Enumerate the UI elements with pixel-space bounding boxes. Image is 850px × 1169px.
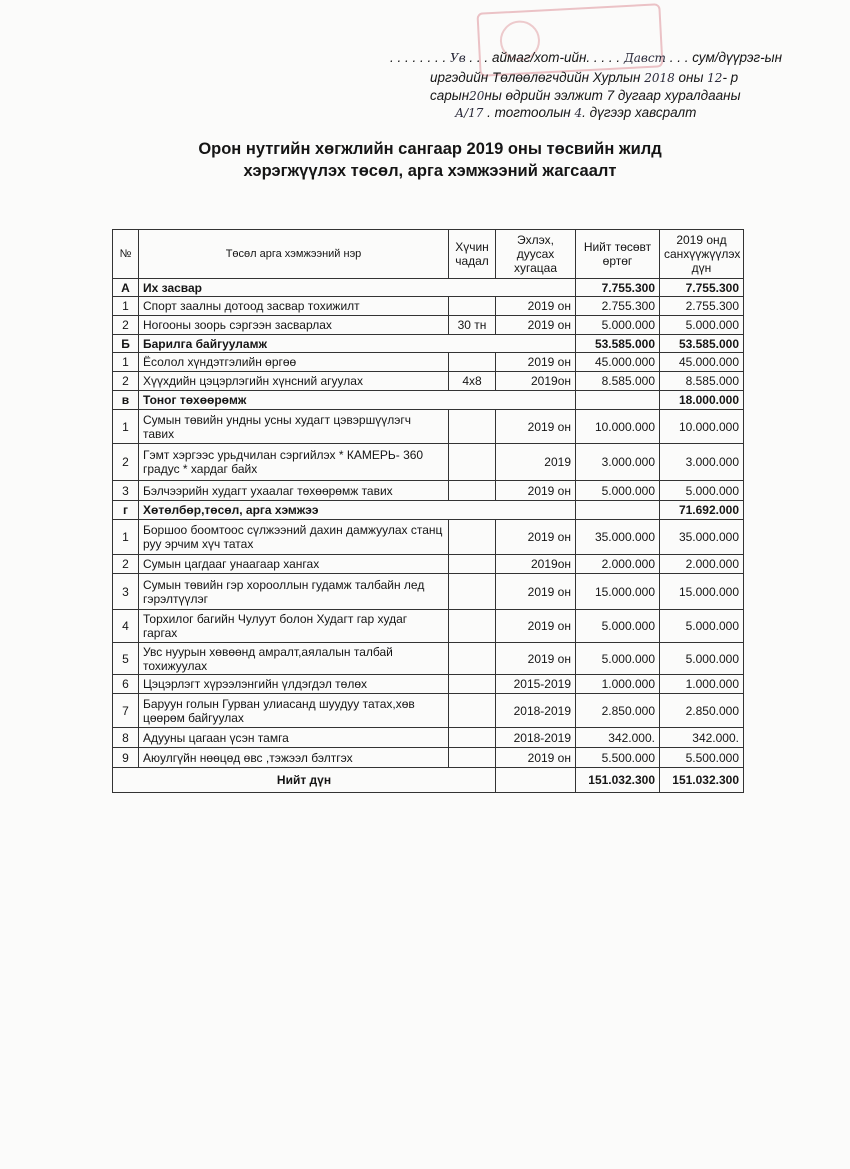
page-title-line-2: хэрэгжүүлэх төсөл, арга хэмжээний жагсаалт <box>243 162 617 180</box>
table-row <box>113 574 744 610</box>
row-funding: 1.000.000 <box>660 675 744 694</box>
row-funding: 5.000.000 <box>660 481 744 501</box>
total-label: Нийт дүн <box>113 768 496 793</box>
row-capacity <box>449 353 496 372</box>
row-period: 2019 он <box>496 481 576 501</box>
section-title: Тоног төхөөрөмж <box>139 391 576 410</box>
row-cost: 5.000.000 <box>576 643 660 675</box>
section-title: Их засвар <box>139 279 576 297</box>
header-line4-text1: тогтоолын <box>494 105 571 120</box>
row-capacity <box>449 297 496 316</box>
row-project-name: Спорт заалны дотоод засвар тохижилт <box>139 297 449 316</box>
header-funding: 2019 онд санхүүжүүлэх дүн <box>660 230 744 279</box>
section-code: г <box>113 501 139 520</box>
row-capacity <box>449 444 496 481</box>
section-row <box>113 391 744 410</box>
row-period: 2018-2019 <box>496 728 576 748</box>
table-row <box>113 410 744 444</box>
row-project-name: Боршоо боомтоос сүлжээний дахин дамжуулах станц руу эрчим хүч татах <box>139 520 449 555</box>
row-period: 2019 он <box>496 520 576 555</box>
header-line-1: . . . . . . . . Ув . . . аймаг/хот-ийн. . . . . Давст . . . сум/дүүрэг-ын <box>390 50 783 65</box>
row-project-name: Увс нуурын хөвөөнд амралт,аялалын талбай тохижуулах <box>139 643 449 675</box>
row-capacity <box>449 610 496 643</box>
section-cost <box>576 391 660 410</box>
row-capacity <box>449 728 496 748</box>
row-cost: 15.000.000 <box>576 574 660 610</box>
aimag-text: аймаг/хот-ийн <box>491 50 587 65</box>
header-line-3 <box>430 88 741 103</box>
table-body <box>113 279 744 793</box>
row-period: 2019 он <box>496 574 576 610</box>
header-line2-text3: - р <box>722 70 739 85</box>
row-period: 2018-2019 <box>496 694 576 728</box>
row-number: 1 <box>113 297 139 316</box>
table-row <box>113 748 744 768</box>
table-row <box>113 353 744 372</box>
row-project-name: Ногооны зоорь сэргээн засварлах <box>139 316 449 335</box>
row-number: 3 <box>113 481 139 501</box>
section-row <box>113 335 744 353</box>
row-project-name: Сумын төвийн гэр хорооллын гудамж талбайн лед гэрэлтүүлэг <box>139 574 449 610</box>
row-number: 4 <box>113 610 139 643</box>
row-project-name: Гэмт хэргээс урьдчилан сэргийлэх * КАМЕРЬ- 360 градус * хардаг байх <box>139 444 449 481</box>
row-capacity <box>449 520 496 555</box>
row-cost: 10.000.000 <box>576 410 660 444</box>
row-period: 2015-2019 <box>496 675 576 694</box>
row-capacity <box>449 410 496 444</box>
hw-day: 20 <box>469 89 485 103</box>
row-number: 6 <box>113 675 139 694</box>
total-row <box>113 768 744 793</box>
row-period: 2019 он <box>496 643 576 675</box>
row-capacity <box>449 555 496 574</box>
hw-sum: Давст <box>623 51 666 65</box>
row-number: 2 <box>113 372 139 391</box>
table-row <box>113 444 744 481</box>
row-period: 2019он <box>496 372 576 391</box>
table-row <box>113 643 744 675</box>
row-cost: 3.000.000 <box>576 444 660 481</box>
header-capacity: Хүчин чадал <box>449 230 496 279</box>
row-project-name: Сумын цагдааг унаагаар хангах <box>139 555 449 574</box>
section-cost <box>576 501 660 520</box>
total-period <box>496 768 576 793</box>
section-code: Б <box>113 335 139 353</box>
header-line2-text2: оны <box>678 70 704 85</box>
row-capacity <box>449 574 496 610</box>
header-line-2 <box>430 70 738 85</box>
hw-resolution: А/17 <box>455 106 484 120</box>
table-row <box>113 316 744 335</box>
row-funding: 45.000.000 <box>660 353 744 372</box>
hw-aimag: Ув <box>450 51 466 65</box>
row-period: 2019 он <box>496 748 576 768</box>
section-title: Барилга байгууламж <box>139 335 576 353</box>
section-funding: 53.585.000 <box>660 335 744 353</box>
section-funding: 7.755.300 <box>660 279 744 297</box>
row-capacity <box>449 643 496 675</box>
sum-text: сум/дүүрэг-ын <box>692 50 783 65</box>
row-period: 2019 он <box>496 410 576 444</box>
row-funding: 2.850.000 <box>660 694 744 728</box>
row-number: 9 <box>113 748 139 768</box>
total-funding: 151.032.300 <box>660 768 744 793</box>
row-cost: 2.850.000 <box>576 694 660 728</box>
row-cost: 2.755.300 <box>576 297 660 316</box>
header-period: Эхлэх, дуусах хугацаа <box>496 230 576 279</box>
row-funding: 342.000. <box>660 728 744 748</box>
table-row <box>113 297 744 316</box>
row-cost: 35.000.000 <box>576 520 660 555</box>
row-number: 3 <box>113 574 139 610</box>
row-funding: 35.000.000 <box>660 520 744 555</box>
table-row <box>113 610 744 643</box>
row-period: 2019он <box>496 555 576 574</box>
section-code: в <box>113 391 139 410</box>
row-funding: 10.000.000 <box>660 410 744 444</box>
row-capacity <box>449 694 496 728</box>
row-cost: 1.000.000 <box>576 675 660 694</box>
page-title-line-1: Орон нутгийн хөгжлийн сангаар 2019 оны төсвийн жилд <box>198 140 662 158</box>
table-row <box>113 694 744 728</box>
total-cost: 151.032.300 <box>576 768 660 793</box>
section-row <box>113 501 744 520</box>
row-capacity <box>449 675 496 694</box>
row-cost: 5.500.000 <box>576 748 660 768</box>
header-cost: Нийт төсөвт өртөг <box>576 230 660 279</box>
table-header-row <box>113 230 744 279</box>
row-period: 2019 <box>496 444 576 481</box>
row-funding: 8.585.000 <box>660 372 744 391</box>
row-project-name: Адууны цагаан үсэн тамга <box>139 728 449 748</box>
row-funding: 15.000.000 <box>660 574 744 610</box>
row-cost: 5.000.000 <box>576 610 660 643</box>
row-funding: 5.000.000 <box>660 643 744 675</box>
row-number: 7 <box>113 694 139 728</box>
section-cost: 53.585.000 <box>576 335 660 353</box>
row-funding: 5.000.000 <box>660 316 744 335</box>
table-row <box>113 481 744 501</box>
row-cost: 2.000.000 <box>576 555 660 574</box>
table-row <box>113 728 744 748</box>
row-number: 2 <box>113 316 139 335</box>
row-funding: 5.500.000 <box>660 748 744 768</box>
row-number: 2 <box>113 555 139 574</box>
row-period: 2019 он <box>496 610 576 643</box>
row-number: 2 <box>113 444 139 481</box>
row-cost: 45.000.000 <box>576 353 660 372</box>
row-number: 1 <box>113 410 139 444</box>
official-stamp <box>476 3 663 77</box>
row-project-name: Бэлчээрийн худагт ухаалаг төхөөрөмж тавих <box>139 481 449 501</box>
section-title: Хөтөлбөр,төсөл, арга хэмжээ <box>139 501 576 520</box>
header-line3-text1: сарын <box>430 88 470 103</box>
row-capacity <box>449 481 496 501</box>
table-row <box>113 555 744 574</box>
row-number: 1 <box>113 520 139 555</box>
table-row <box>113 520 744 555</box>
row-capacity <box>449 748 496 768</box>
row-project-name: Сумын төвийн ундны усны худагт цэвэршүүлэгч тавих <box>139 410 449 444</box>
row-number: 8 <box>113 728 139 748</box>
row-funding: 3.000.000 <box>660 444 744 481</box>
row-project-name: Хүүхдийн цэцэрлэгийн хүнсний агуулах <box>139 372 449 391</box>
table-row <box>113 372 744 391</box>
header-line-4: А/17 . тогтоолын 4. дүгээр хавсралт <box>455 105 697 120</box>
section-row <box>113 279 744 297</box>
section-cost: 7.755.300 <box>576 279 660 297</box>
row-project-name: Цэцэрлэгт хүрээлэнгийн үлдэгдэл төлөх <box>139 675 449 694</box>
table-row <box>113 675 744 694</box>
row-capacity: 4х8 <box>449 372 496 391</box>
row-funding: 2.755.300 <box>660 297 744 316</box>
row-project-name: Баруун голын Гурван улиасанд шуудуу татах,хөв цөөрөм байгуулах <box>139 694 449 728</box>
header-line4-text2: дүгээр хавсралт <box>589 105 697 120</box>
hw-year: 2018 <box>644 71 675 85</box>
row-funding: 5.000.000 <box>660 610 744 643</box>
row-cost: 5.000.000 <box>576 481 660 501</box>
header-name: Төсөл арга хэмжээний нэр <box>139 230 449 279</box>
projects-table <box>112 229 744 793</box>
header-line3-text2: ны өдрийн ээлжит 7 дугаар хуралдааны <box>484 88 741 103</box>
row-cost: 8.585.000 <box>576 372 660 391</box>
section-funding: 71.692.000 <box>660 501 744 520</box>
header-line2-text1: иргэдийн Төлөөлөгчдийн Хурлын <box>430 70 641 85</box>
header-no: № <box>113 230 139 279</box>
hw-annex: 4 <box>574 106 583 120</box>
row-number: 5 <box>113 643 139 675</box>
row-funding: 2.000.000 <box>660 555 744 574</box>
hw-month: 12 <box>707 71 723 85</box>
row-period: 2019 он <box>496 353 576 372</box>
row-cost: 342.000. <box>576 728 660 748</box>
row-period: 2019 он <box>496 297 576 316</box>
row-capacity: 30 тн <box>449 316 496 335</box>
row-number: 1 <box>113 353 139 372</box>
section-funding: 18.000.000 <box>660 391 744 410</box>
row-cost: 5.000.000 <box>576 316 660 335</box>
section-code: А <box>113 279 139 297</box>
row-project-name: Аюулгүйн нөөцөд өвс ,тэжээл бэлтгэх <box>139 748 449 768</box>
row-project-name: Торхилог багийн Чулуут болон Худагт гар худаг гаргах <box>139 610 449 643</box>
row-period: 2019 он <box>496 316 576 335</box>
row-project-name: Ёсолол хүндэтгэлийн өргөө <box>139 353 449 372</box>
